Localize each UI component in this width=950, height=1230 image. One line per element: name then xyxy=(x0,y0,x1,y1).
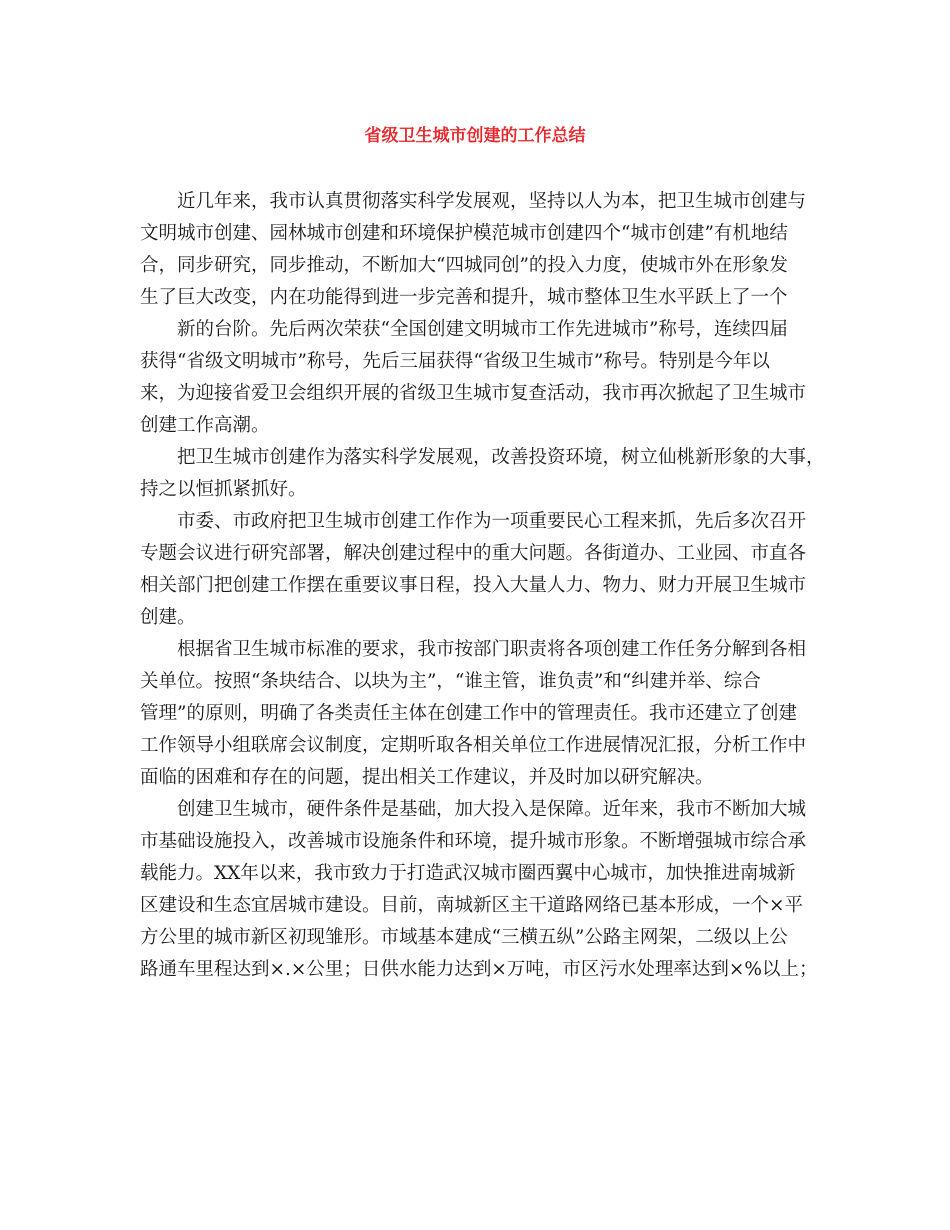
text-line: 载能力。XX年以来，我市致力于打造武汉城市圈西翼中心城市，加快推进南城新 xyxy=(140,863,796,884)
paragraph-5 xyxy=(140,634,813,794)
text-line: 合，同步研究，同步推动，不断加大“四城同创”的投入力度，使城市外在形象发 xyxy=(140,255,788,276)
text-line: 持之以恒抓紧抓好。 xyxy=(140,479,307,500)
text-line: 生了巨大改变，内在功能得到进一步完善和提升，城市整体卫生水平跃上了一个 xyxy=(140,287,788,308)
text-line: 获得“省级文明城市”称号，先后三届获得“省级卫生城市”称号。特别是今年以 xyxy=(140,351,770,372)
text-line: 管理”的原则，明确了各类责任主体在创建工作中的管理责任。我市还建立了创建 xyxy=(140,703,797,724)
paragraph-3 xyxy=(140,442,825,506)
paragraph-1 xyxy=(140,186,813,314)
text-line: 相关部门把创建工作摆在重要议事日程，投入大量人力、物力、财力开展卫生城市 xyxy=(140,575,807,596)
text-line: 路通车里程达到×.×公里；日供水能力达到×万吨，市区污水处理率达到×%以上； xyxy=(140,959,818,980)
text-line: 工作领导小组联席会议制度，定期听取各相关单位工作进展情况汇报，分析工作中 xyxy=(140,735,807,756)
text-line: 根据省卫生城市标准的要求，我市按部门职责将各项创建工作任务分解到各相 xyxy=(177,639,807,660)
document-body xyxy=(140,186,825,986)
paragraph-4 xyxy=(140,506,813,634)
text-line: 面临的困难和存在的问题，提出相关工作建议，并及时加以研究解决。 xyxy=(140,767,714,788)
text-line: 来，为迎接省爱卫会组织开展的省级卫生城市复查活动，我市再次掀起了卫生城市 xyxy=(140,383,807,404)
text-line: 创建卫生城市，硬件条件是基础，加大投入是保障。近年来，我市不断加大城 xyxy=(177,799,807,820)
text-line: 区建设和生态宜居城市建设。目前，南城新区主干道路网络已基本形成，一个×平 xyxy=(140,895,804,916)
text-line: 文明城市创建、园林城市创建和环境保护模范城市创建四个“城市创建”有机地结 xyxy=(140,223,788,244)
text-line: 方公里的城市新区初现雏形。市域基本建成“三横五纵”公路主网架，二级以上公 xyxy=(140,927,788,948)
text-line: 新的台阶。先后两次荣获“全国创建文明城市工作先进城市”称号，连续四届 xyxy=(177,319,788,340)
text-line: 专题会议进行研究部署，解决创建过程中的重大问题。各街道办、工业园、市直各 xyxy=(140,543,807,564)
text-line: 创建。 xyxy=(140,607,196,628)
paragraph-6 xyxy=(140,794,818,986)
text-line: 创建工作高潮。 xyxy=(140,415,270,436)
text-line: 把卫生城市创建作为落实科学发展观，改善投资环境，树立仙桃新形象的大事， xyxy=(177,447,825,468)
text-line: 关单位。按照“条块结合、以块为主”，“谁主管，谁负责”和“纠建并举、综合 xyxy=(140,671,761,692)
text-line: 市基础设施投入，改善城市设施条件和环境，提升城市形象。不断增强城市综合承 xyxy=(140,831,807,852)
text-line: 市委、市政府把卫生城市创建工作作为一项重要民心工程来抓，先后多次召开 xyxy=(177,511,807,532)
text-line: 近几年来，我市认真贯彻落实科学发展观，坚持以人为本，把卫生城市创建与 xyxy=(177,191,807,212)
paragraph-2 xyxy=(140,314,813,442)
document-title: 省级卫生城市创建的工作总结 xyxy=(364,126,586,146)
